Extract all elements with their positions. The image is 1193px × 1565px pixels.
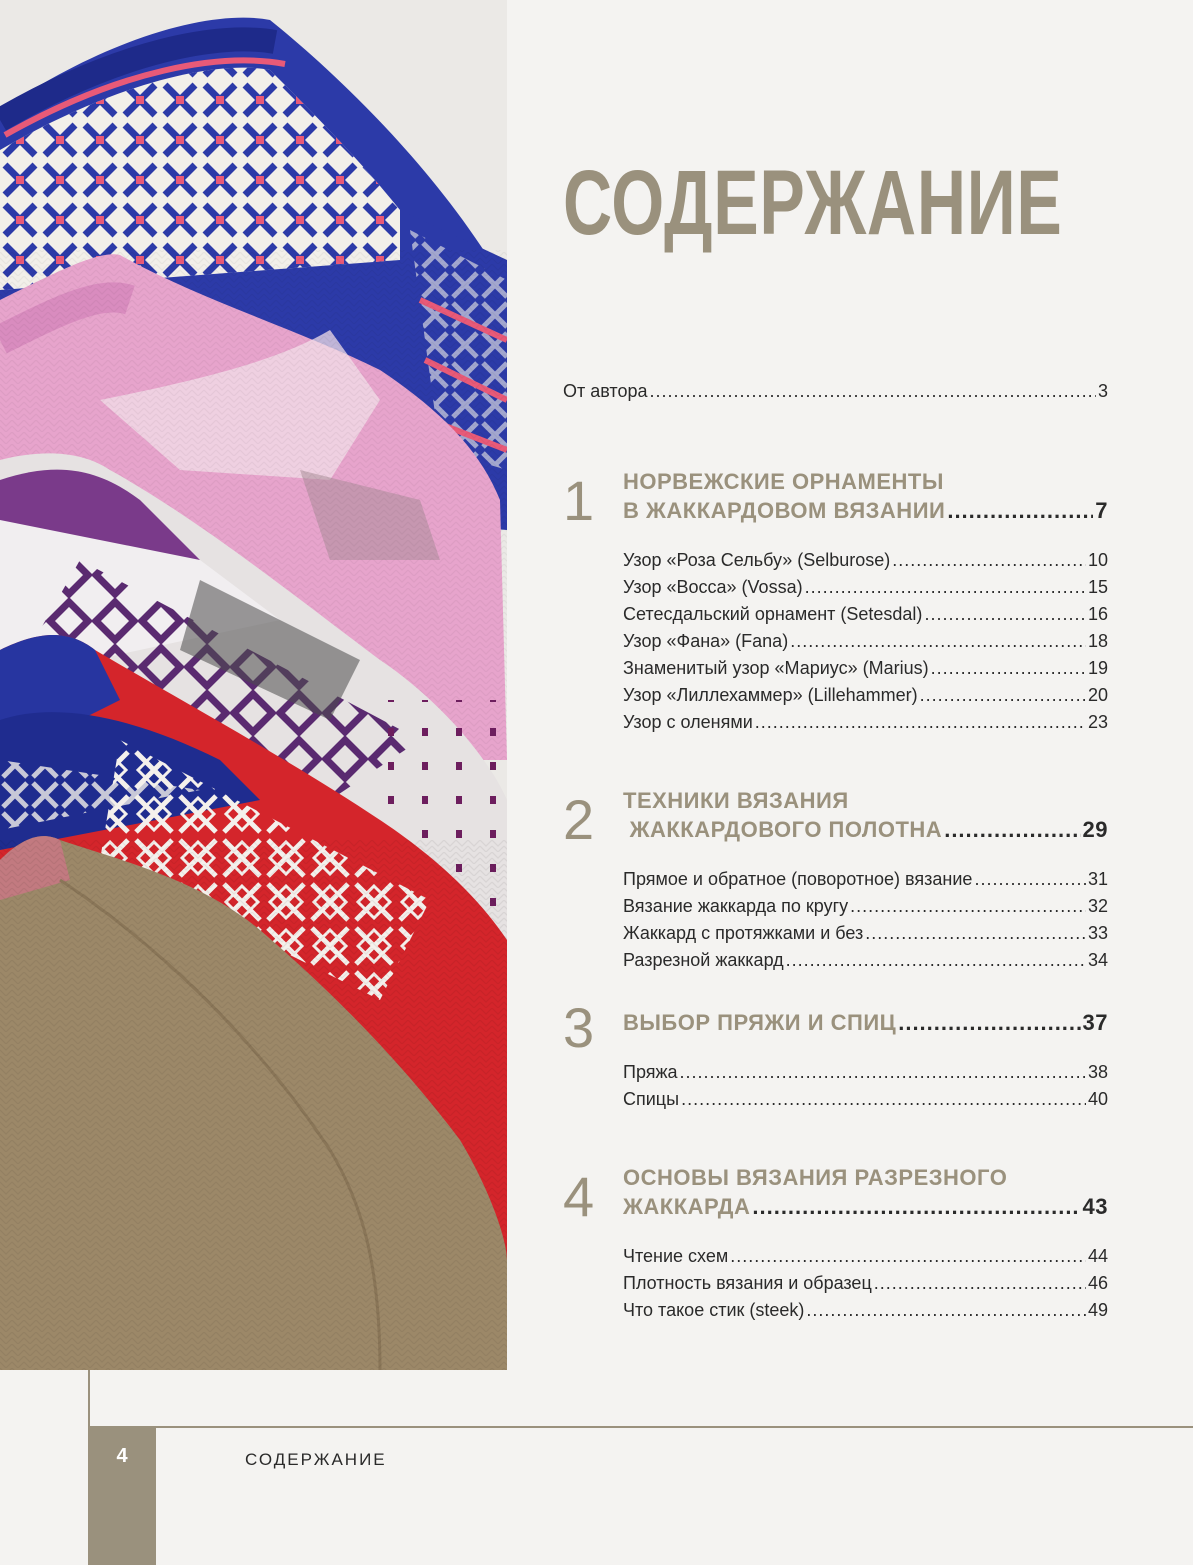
toc-entry-page: 16 (1087, 604, 1108, 624)
toc-entry-label: Сетесдальский орнамент (Setesdal) (623, 604, 923, 624)
leader-dots (931, 655, 1086, 682)
toc-entry-label: Спицы (623, 1089, 680, 1109)
toc-entry-label: Узор «Роза Сельбу» (Selburose) (623, 550, 891, 570)
toc-entry-label: Знаменитый узор «Мариус» (Marius) (623, 658, 929, 678)
chapter-page: 29 (1082, 817, 1108, 842)
chapter-title-line: ЖАККАРДА (623, 1194, 751, 1219)
leader-dots (892, 547, 1086, 574)
leader-dots (786, 947, 1086, 974)
leader-dots (865, 920, 1086, 947)
toc-entry[interactable] (623, 866, 1108, 893)
sweaters-photo (0, 0, 507, 1370)
leader-dots (730, 1243, 1086, 1270)
chapter-4 (563, 1163, 1108, 1324)
leader-dots (947, 496, 1093, 525)
chapter-items (623, 866, 1108, 974)
toc-entry[interactable] (623, 920, 1108, 947)
toc-entry[interactable] (623, 1297, 1108, 1324)
toc-entry-page: 23 (1087, 712, 1108, 732)
toc-entry-label: Прямое и обратное (поворотное) вязание (623, 869, 973, 889)
chapter-page: 7 (1095, 498, 1108, 523)
toc-entry-page: 15 (1087, 577, 1108, 597)
leader-dots (790, 628, 1086, 655)
chapter-page: 37 (1082, 1010, 1108, 1035)
toc-entry[interactable] (623, 628, 1108, 655)
toc-entry-page: 31 (1087, 869, 1108, 889)
toc-entry-label: Что такое стик (steek) (623, 1300, 805, 1320)
leader-dots (681, 1086, 1086, 1113)
toc-entry-label: Вязание жаккарда по кругу (623, 896, 849, 916)
toc-entry-page: 44 (1087, 1246, 1108, 1266)
toc-entry-label: Плотность вязания и образец (623, 1273, 872, 1293)
chapter-title-line: ТЕХНИКИ ВЯЗАНИЯ (623, 788, 849, 813)
toc-entry-label: Узор «Фана» (Fana) (623, 631, 789, 651)
toc-entry[interactable] (623, 574, 1108, 601)
toc-entry-page: 32 (1087, 896, 1108, 916)
toc-entry[interactable] (623, 547, 1108, 574)
toc-entry-page: 10 (1087, 550, 1108, 570)
toc-entry[interactable] (623, 709, 1108, 736)
chapter-number: 2 (563, 788, 595, 851)
toc-entry-label: Узор с оленями (623, 712, 753, 732)
toc-entry[interactable] (623, 1059, 1108, 1086)
toc-entry-label: От автора (563, 381, 648, 401)
table-of-contents (563, 370, 1108, 1324)
chapter-number: 1 (563, 469, 595, 532)
leader-dots (850, 893, 1086, 920)
toc-entry[interactable] (623, 893, 1108, 920)
leader-dots (755, 709, 1086, 736)
toc-entry[interactable] (623, 1270, 1108, 1297)
chapter-items (623, 1059, 1108, 1113)
toc-entry[interactable] (623, 655, 1108, 682)
chapter-title-line: ВЫБОР ПРЯЖИ И СПИЦ (623, 1010, 897, 1035)
page-title: СОДЕРЖАНИЕ (563, 152, 1063, 254)
running-footer-title: СОДЕРЖАНИЕ (245, 1450, 387, 1469)
chapter-title-line: ЖАККАРДОВОГО ПОЛОТНА (623, 817, 943, 842)
toc-entry-page: 46 (1087, 1273, 1108, 1293)
chapter-1 (563, 467, 1108, 736)
chapter-page: 43 (1082, 1194, 1108, 1219)
chapter-number: 4 (563, 1165, 595, 1228)
toc-entry-label: Пряжа (623, 1062, 678, 1082)
toc-entry-page: 33 (1087, 923, 1108, 943)
leader-dots (944, 815, 1080, 844)
leader-dots (805, 574, 1086, 601)
chapter-items (623, 1243, 1108, 1324)
leader-dots (874, 1270, 1086, 1297)
toc-entry-label: Чтение схем (623, 1246, 729, 1266)
toc-entry-page: 38 (1087, 1062, 1108, 1082)
page-number: 4 (116, 1445, 128, 1467)
toc-entry-intro[interactable] (563, 378, 1108, 405)
toc-entry-page: 18 (1087, 631, 1108, 651)
leader-dots (974, 866, 1086, 893)
toc-entry[interactable] (623, 1243, 1108, 1270)
chapter-heading[interactable] (623, 467, 1108, 525)
toc-entry-label: Разрезной жаккард (623, 950, 784, 970)
chapter-heading[interactable] (623, 786, 1108, 844)
toc-entry[interactable] (623, 947, 1108, 974)
leader-dots (752, 1192, 1080, 1221)
leader-dots (920, 682, 1086, 709)
toc-entry-label: Узор «Восса» (Vossa) (623, 577, 803, 597)
toc-entry-page: 49 (1087, 1300, 1108, 1320)
leader-dots (650, 378, 1096, 405)
toc-entry-page: 20 (1087, 685, 1108, 705)
toc-entry[interactable] (623, 682, 1108, 709)
toc-entry-page: 3 (1097, 381, 1108, 401)
leader-dots (898, 1008, 1080, 1037)
toc-entry-label: Узор «Лиллехаммер» (Lillehammer) (623, 685, 918, 705)
chapter-title-line: В ЖАККАРДОВОМ ВЯЗАНИИ (623, 498, 946, 523)
toc-entry-page: 40 (1087, 1089, 1108, 1109)
chapter-heading[interactable] (623, 1008, 1108, 1037)
leader-dots (680, 1059, 1086, 1086)
leader-dots (924, 601, 1086, 628)
chapter-items (623, 547, 1108, 736)
toc-entry[interactable] (623, 601, 1108, 628)
chapter-number: 3 (563, 996, 595, 1059)
footer-divider (88, 1426, 1193, 1428)
toc-entry-page: 19 (1087, 658, 1108, 678)
chapter-3 (563, 996, 1108, 1113)
leader-dots (806, 1297, 1086, 1324)
chapter-title-line: НОРВЕЖСКИЕ ОРНАМЕНТЫ (623, 469, 944, 494)
chapter-title-line: ОСНОВЫ ВЯЗАНИЯ РАЗРЕЗНОГО (623, 1165, 1008, 1190)
footer-divider-vertical (88, 1370, 90, 1428)
chapter-2 (563, 786, 1108, 974)
toc-entry[interactable] (623, 1086, 1108, 1113)
toc-entry-label: Жаккард с протяжками и без (623, 923, 864, 943)
toc-entry-page: 34 (1087, 950, 1108, 970)
chapter-heading[interactable] (623, 1163, 1108, 1221)
